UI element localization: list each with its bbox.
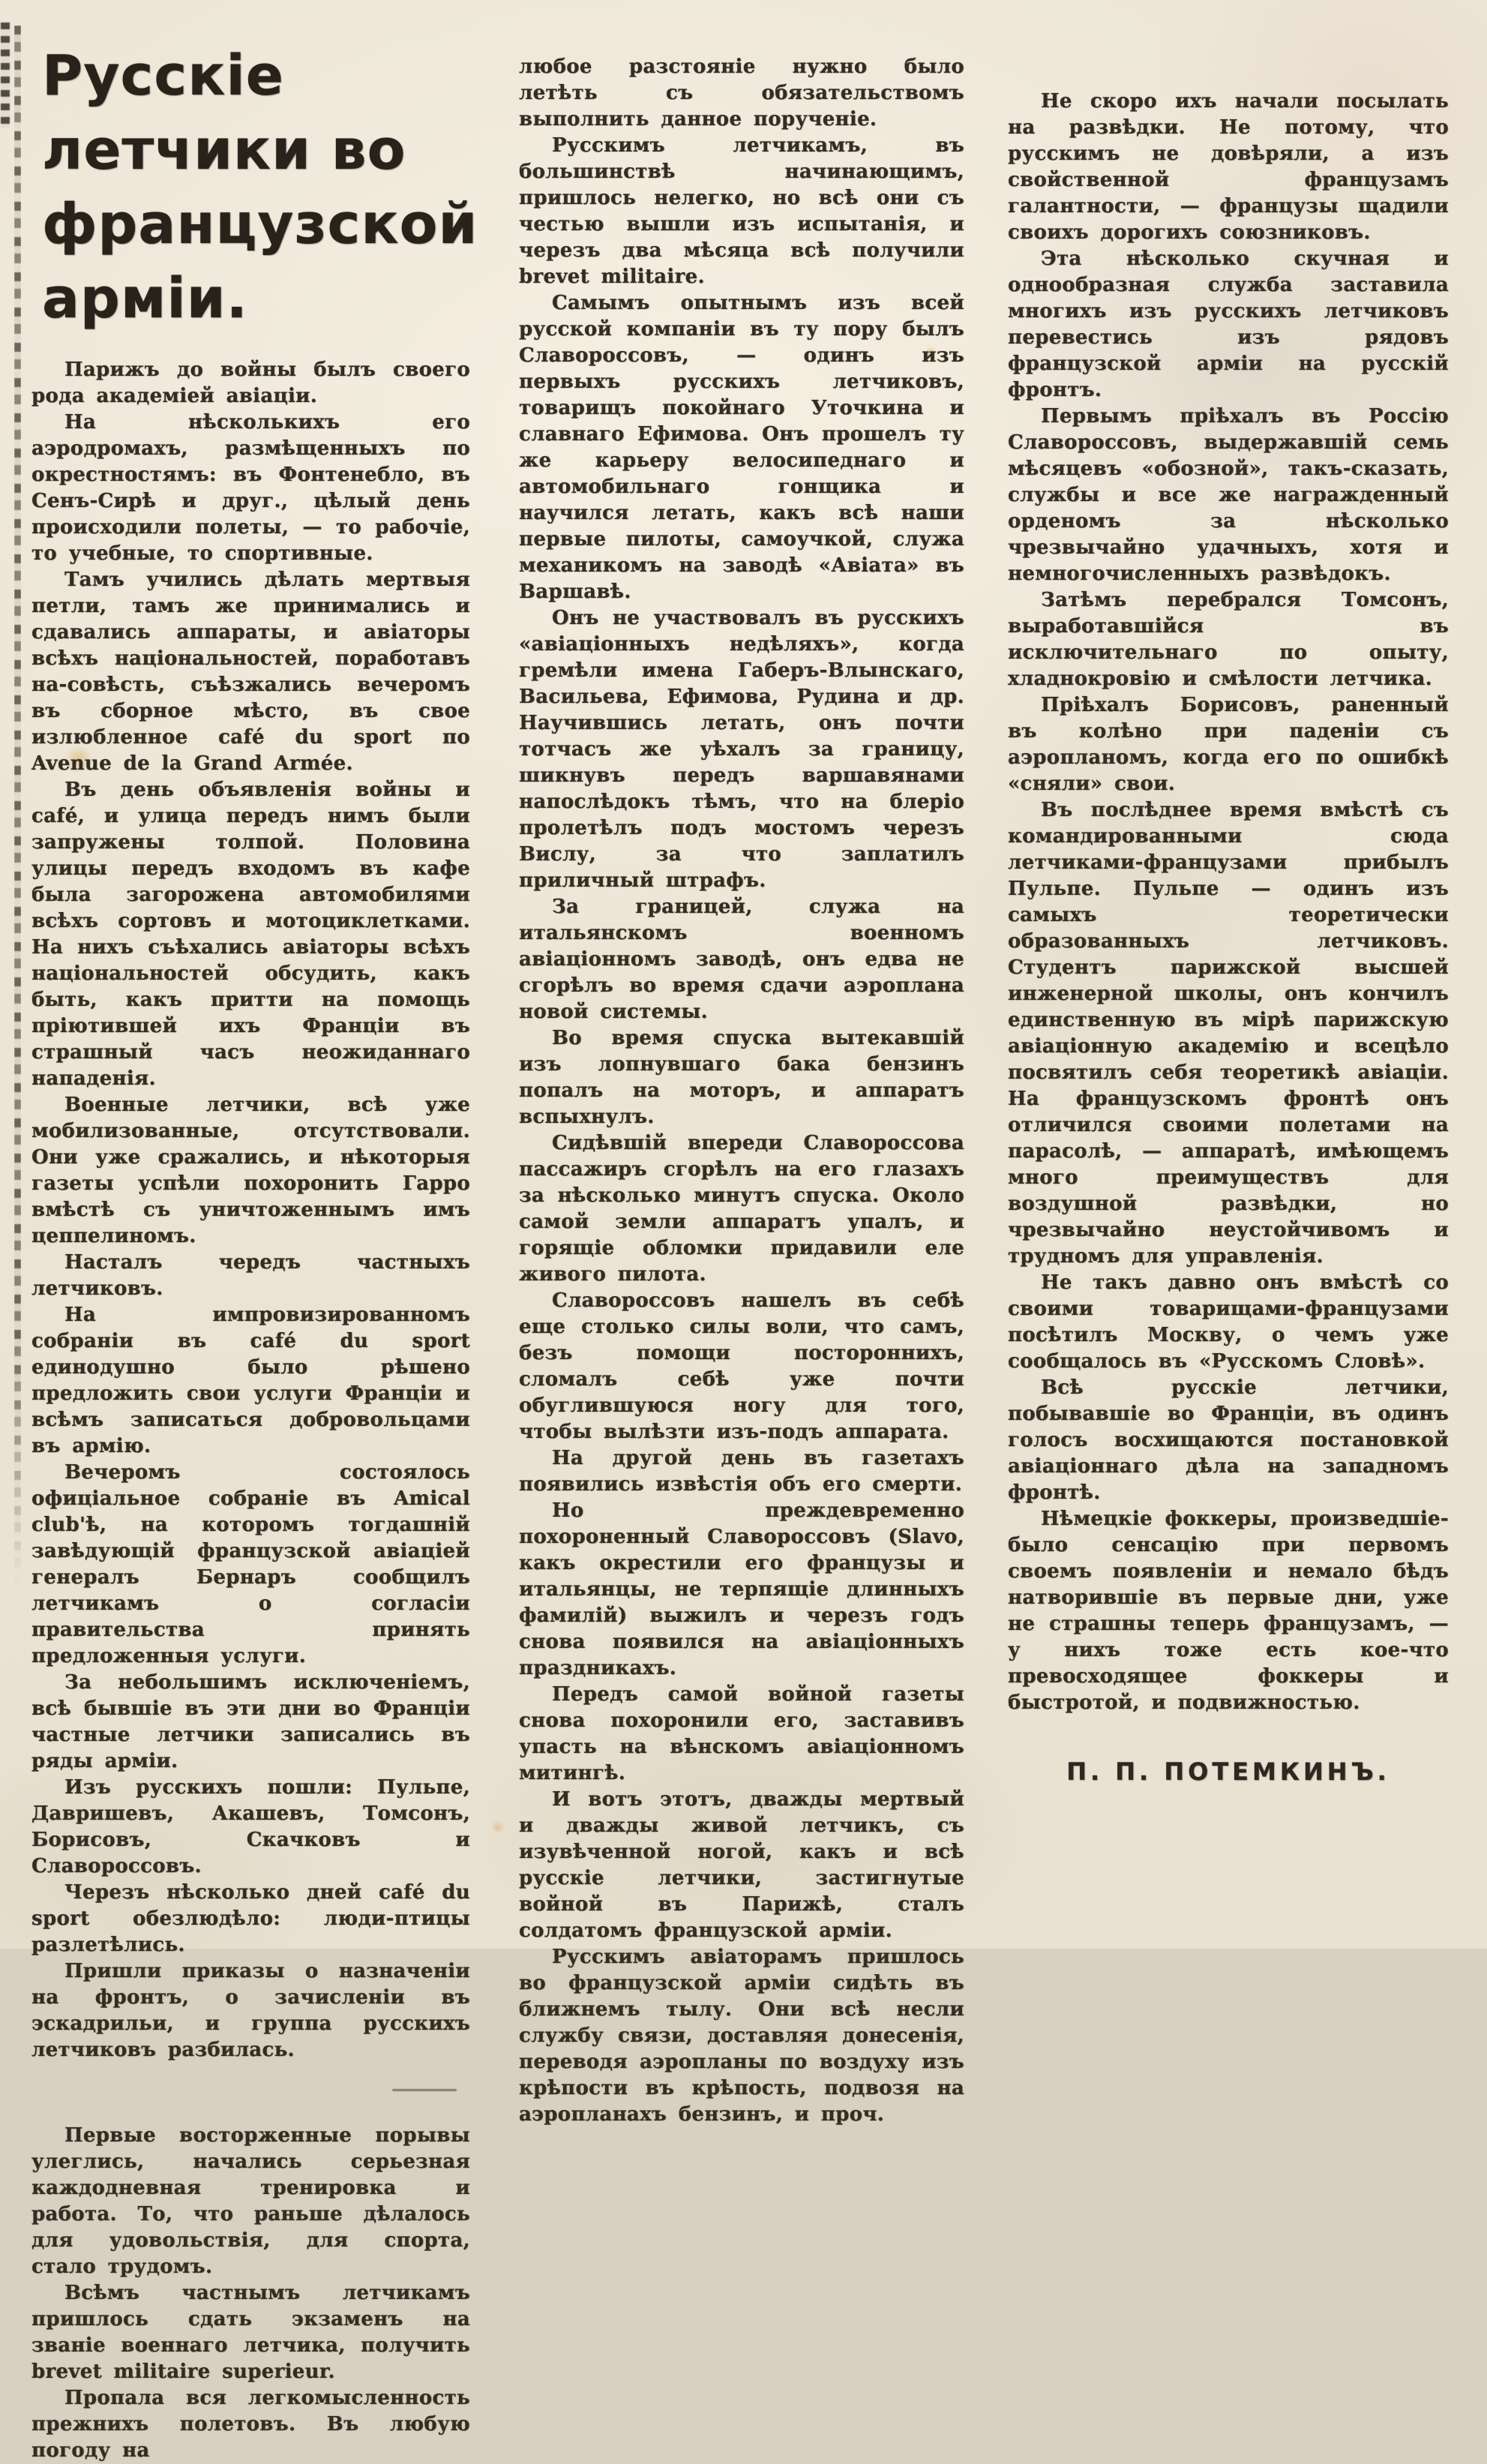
body-paragraph: Нѣмецкіе фоккеры, произведшіе-было сенсацію при первомъ своемъ появленіи и немало бѣдъ натворившіе въ первые дни, уже не страшны теперь французамъ, — у нихъ тоже есть кое-что превосходящее фоккеры и быстротой, и подвижностью. bbox=[1008, 1508, 1449, 1714]
body-paragraph: Пришли приказы о назначеніи на фронтъ, о зачисленіи въ эскадрильи, и группа русскихъ летчиковъ разбилась. bbox=[31, 1960, 470, 2061]
column-1 bbox=[31, 35, 478, 2464]
body-paragraph: Пропала вся легкомысленность прежнихъ полетовъ. Въ любую погоду на bbox=[31, 2387, 470, 2462]
body-paragraph: Сидѣвшій впереди Славороссова пассажиръ сгорѣлъ на его глазахъ за нѣсколько минутъ спуска. Около самой земли аппаратъ упалъ, и горящіе обломки придавили еле живого пилота. bbox=[519, 1132, 964, 1286]
body-paragraph: За небольшимъ исключеніемъ, всѣ бывшіе въ эти дни во Франціи частные летчики записались въ ряды арміи. bbox=[31, 1671, 470, 1772]
body-paragraph: Русскимъ летчикамъ, въ большинствѣ начинающимъ, пришлось нелегко, но всѣ они съ честью вышли изъ испытанія, и черезъ два мѣсяца всѣ получили brevet militaire. bbox=[519, 134, 964, 288]
author-byline: П. П. ПОТЕМКИНЪ. bbox=[1066, 1757, 1390, 1786]
column-2 bbox=[519, 54, 964, 2128]
body-paragraph: Не скоро ихъ начали посылать на развѣдки. Не потому, что русскимъ не довѣряли, а изъ свойственной французамъ галантности, — французы щадили своихъ дорогихъ союзниковъ. bbox=[1008, 90, 1449, 244]
body-paragraph: Вечеромъ состоялось офиціальное собраніе въ Amical club'ѣ, на которомъ тогдашній завѣдующій французской авіаціей генералъ Бернаръ сообщилъ летчикамъ о согласіи правительства принять предложенныя услуги. bbox=[31, 1461, 470, 1667]
body-paragraph: За границей, служа на итальянскомъ военномъ авіаціонномъ заводѣ, онъ едва не сгорѣлъ во время сдачи аэроплана новой системы. bbox=[519, 896, 964, 1023]
headline-line-1: Русскіе летчики во bbox=[42, 44, 406, 182]
article-headline bbox=[42, 39, 478, 336]
body-paragraph: Затѣмъ перебрался Томсонъ, выработавшійся въ исключительнаго по опыту, хладнокровію и смѣлости летчика. bbox=[1008, 589, 1449, 690]
body-paragraph: Въ день объявленія войны и café, и улица передъ нимъ были запружены толпой. Половина улицы передъ входомъ въ кафе была загорожена автомобилями всѣхъ сортовъ и мотоциклетками. На нихъ съѣхались авіаторы всѣхъ національностей обсудить, какъ быть, какъ притти на помощь пріютившей ихъ Франціи въ страшный часъ неожиданнаго нападенія. bbox=[31, 779, 470, 1090]
body-paragraph: Не такъ давно онъ вмѣстѣ со своими товарищами-французами посѣтилъ Москву, о чемъ уже сообщалось въ «Русскомъ Словѣ». bbox=[1008, 1271, 1449, 1373]
body-paragraph: Русскимъ авіаторамъ пришлось во французской арміи сидѣть въ ближнемъ тылу. Они всѣ несли службу связи, доставляя донесенія, переводя аэропланы по воздуху изъ крѣпости въ крѣпость, подвозя на аэропланахъ бензинъ, и проч. bbox=[519, 1946, 964, 2126]
body-paragraph: Пріѣхалъ Борисовъ, раненный въ колѣно при паденіи съ аэропланомъ, когда его по ошибкѣ «сняли» свои. bbox=[1008, 694, 1449, 795]
body-paragraph: На импровизированномъ собраніи въ café du sport единодушно было рѣшено предложить свои услуги Франціи и всѣмъ записаться добровольцами въ армію. bbox=[31, 1304, 470, 1457]
body-paragraph: Изъ русскихъ пошли: Пульпе, Давришевъ, Акашевъ, Томсонъ, Борисовъ, Скачковъ и Славороссовъ. bbox=[31, 1776, 470, 1877]
column-3 bbox=[1008, 89, 1449, 1784]
body-paragraph: Парижъ до войны былъ своего рода академіей авіаціи. bbox=[31, 359, 470, 407]
body-paragraph: На нѣсколькихъ его аэродромахъ, размѣщенныхъ по окрестностямъ: въ Фонтенебло, въ Сенъ-Сирѣ и друг., цѣлый день происходили полеты, — то рабочіе, то учебные, то спортивные. bbox=[31, 411, 470, 565]
body-paragraph: Онъ не участвовалъ въ русскихъ «авіаціонныхъ недѣляхъ», когда гремѣли имена Габеръ-Влынскаго, Васильева, Ефимова, Рудина и др. Научившись летать, онъ почти тотчасъ же уѣхалъ за границу, шикнувъ передъ варшавянами напослѣдокъ тѣмъ, что на блеріо пролетѣлъ подъ мостомъ черезъ Вислу, за что заплатилъ приличный штрафъ. bbox=[519, 607, 964, 892]
body-paragraph: Военные летчики, всѣ уже мобилизованные, отсутствовали. Они уже сражались, и нѣкоторыя газеты успѣли похоронить Гарро вмѣстѣ съ уничтоженнымъ имъ цеппелиномъ. bbox=[31, 1094, 470, 1247]
body-paragraph: Эта нѣсколько скучная и однообразная служба заставила многихъ изъ русскихъ летчиковъ перевестись изъ рядовъ французской арміи на русскій фронтъ. bbox=[1008, 248, 1449, 401]
body-paragraph: Самымъ опытнымъ изъ всей русской компаніи въ ту пору былъ Славороссовъ, — одинъ изъ первыхъ русскихъ летчиковъ, товарищъ покойнаго Уточкина и славнаго Ефимова. Онъ прошелъ ту же карьеру велосипеднаго и автомобильнаго гонщика и научился летать, какъ всѣ наши первые пилоты, самоучкой, служа механикомъ на заводѣ «Авіата» въ Варшавѣ. bbox=[519, 292, 964, 603]
body-paragraph: Передъ самой войной газеты снова похоронили его, заставивъ упасть на вѣнскомъ авіаціонномъ митингѣ. bbox=[519, 1683, 964, 1784]
body-paragraph: Черезъ нѣсколько дней café du sport обезлюдѣло: люди-птицы разлетѣлись. bbox=[31, 1881, 470, 1956]
body-paragraph: Первымъ пріѣхалъ въ Россію Славороссовъ, выдержавшій семь мѣсяцевъ «обозной», такъ-сказать, службы и все же награжденный орденомъ за нѣсколько чрезвычайно удачныхъ, хотя и немногочисленныхъ развѣдокъ. bbox=[1008, 405, 1449, 585]
body-paragraph: Но преждевременно похороненный Славороссовъ (Slavo, какъ окрестили его французы и итальянцы, не терпящіе длинныхъ фамилій) выжилъ и черезъ годъ снова появился на авіаціонныхъ праздникахъ. bbox=[519, 1499, 964, 1679]
scan-edge-artifact bbox=[14, 26, 21, 1586]
body-paragraph: Первые восторженные порывы улеглись, начались серьезная каждодневная тренировка и работа. То, что раньше дѣлалось для удовольствія, для спорта, стало трудомъ. bbox=[31, 2124, 470, 2278]
body-paragraph: любое разстояніе нужно было летѣть съ обязательствомъ выполнить данное порученіе. bbox=[519, 56, 964, 131]
body-paragraph: И вотъ этотъ, дважды мертвый и дважды живой летчикъ, съ изувѣченной ногой, какъ и всѣ русскіе летчики, застигнутые войной въ Парижѣ, сталъ солдатомъ французской арміи. bbox=[519, 1788, 964, 1942]
body-paragraph: Всѣ русскіе летчики, побывавшіе во Франціи, въ одинъ голосъ восхищаются постановкой авіаціоннаго дѣла на западномъ фронтѣ. bbox=[1008, 1376, 1449, 1504]
scan-corner-artifact bbox=[1, 23, 10, 128]
body-paragraph: На другой день въ газетахъ появились извѣстія объ его смерти. bbox=[519, 1447, 964, 1496]
headline-line-2: французской арміи. bbox=[42, 192, 478, 331]
body-paragraph: Всѣмъ частнымъ летчикамъ пришлось сдать экзаменъ на званіе военнаго летчика, получить brevet militaire superieur. bbox=[31, 2282, 470, 2383]
section-separator-rule bbox=[392, 2089, 457, 2091]
body-paragraph: Во время спуска вытекавшій изъ лопнувшаго бака бензинъ попалъ на моторъ, и аппаратъ вспыхнулъ. bbox=[519, 1027, 964, 1128]
body-paragraph: Въ послѣднее время вмѣстѣ съ командированными сюда летчиками-французами прибылъ Пульпе. Пульпе — одинъ изъ самыхъ теоретически образованныхъ летчиковъ. Студентъ парижской высшей инженерной школы, онъ кончилъ единственную въ мірѣ парижскую авіаціонную академію и всецѣло посвятилъ себя теоретикѣ авіаціи. На французскомъ фронтѣ онъ отличился своими полетами на парасолѣ, — аппаратѣ, имѣющемъ много преимуществъ для воздушной развѣдки, но чрезвычайно неустойчивомъ и трудномъ для управленія. bbox=[1008, 799, 1449, 1268]
body-paragraph: Тамъ учились дѣлать мертвыя петли, тамъ же принимались и сдавались аппараты, и авіаторы всѣхъ національностей, поработавъ на-совѣсть, съѣзжались вечеромъ въ сборное мѣсто, въ свое излюбленное café du sport по Avenue de la Grand Armée. bbox=[31, 569, 470, 775]
body-paragraph: Славороссовъ нашелъ въ себѣ еще столько силы воли, что самъ, безъ помощи постороннихъ, сломалъ себѣ уже почти обуглившуюся ногу для того, чтобы вылѣзти изъ-подъ аппарата. bbox=[519, 1289, 964, 1443]
body-paragraph: Насталъ чередъ частныхъ летчиковъ. bbox=[31, 1251, 470, 1300]
